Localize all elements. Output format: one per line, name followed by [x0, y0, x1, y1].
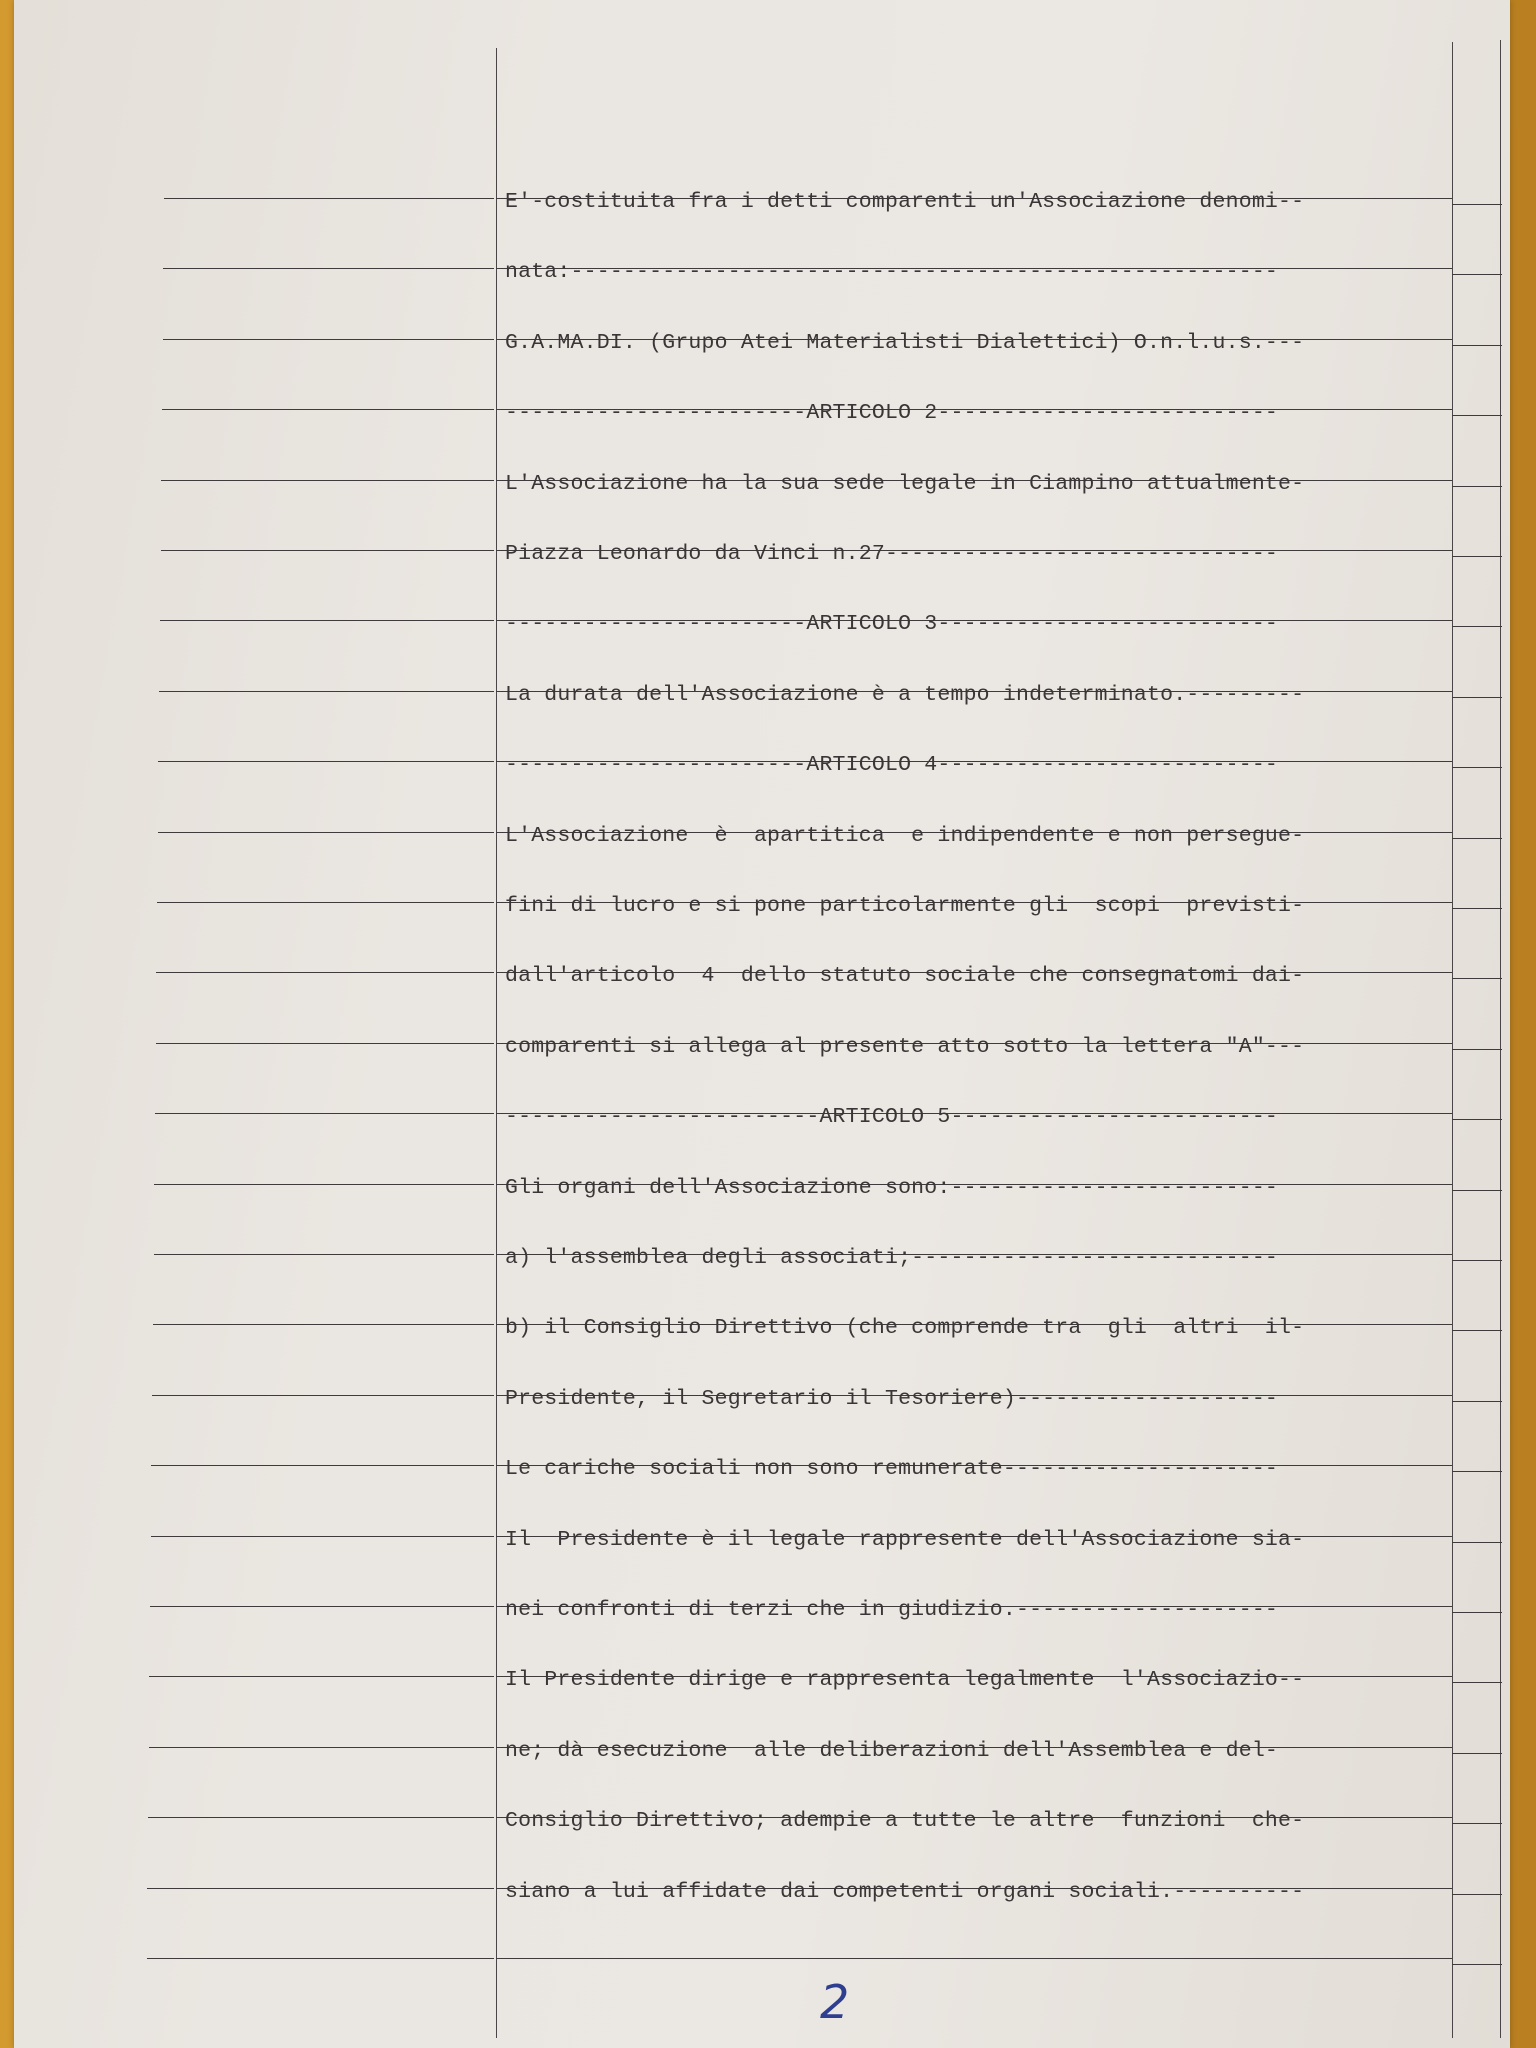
- left-column-rule: [152, 1395, 494, 1396]
- right-column-rule: [1452, 1894, 1502, 1895]
- right-column-rule: [1452, 556, 1502, 557]
- right-column-rule: [1452, 1753, 1502, 1754]
- right-column-rule: [1452, 697, 1502, 698]
- text-line-8: La durata dell'Associazione è a tempo indeterminato.---------: [505, 683, 1305, 707]
- left-column-rule: [149, 1676, 494, 1677]
- text-line-25: siano a lui affidate dai competenti organi sociali.----------: [505, 1880, 1305, 1904]
- right-column-rule: [1452, 767, 1502, 768]
- left-column-rule: [161, 480, 494, 481]
- right-column-rule: [1452, 415, 1502, 416]
- left-column-rule: [151, 1536, 494, 1537]
- left-column-rule: [151, 1465, 494, 1466]
- text-line-6: Piazza Leonardo da Vinci n.27------------------------------: [505, 542, 1279, 566]
- text-line-16: a) l'assemblea degli associati;----------------------------: [505, 1246, 1279, 1270]
- left-column-rule: [161, 550, 495, 551]
- text-line-19: Le cariche sociali non sono remunerate---------------------: [505, 1457, 1279, 1481]
- right-column-rule: [1452, 978, 1502, 979]
- right-column-rule: [1452, 1119, 1502, 1120]
- document-page: [14, 0, 1510, 2048]
- right-column-rule: [1452, 1330, 1502, 1331]
- left-column-rule: [156, 972, 494, 973]
- text-line-17: b) il Consiglio Direttivo (che comprende tra gli altri il-: [505, 1316, 1305, 1340]
- right-column-rule: [1452, 838, 1502, 839]
- left-column-rule: [154, 1254, 495, 1255]
- text-line-5: L'Associazione ha la sua sede legale in Ciampino attualmente-: [505, 472, 1305, 496]
- left-column-rule: [147, 1958, 495, 1959]
- text-column-rule: [496, 1958, 1452, 1959]
- right-column-rule: [1452, 1190, 1502, 1191]
- right-column-rule: [1452, 908, 1502, 909]
- text-line-14: ------------------------ARTICOLO 5-------------------------: [505, 1105, 1279, 1129]
- left-column-rule: [159, 691, 494, 692]
- right-column-rule: [1452, 1823, 1502, 1824]
- left-column-rule: [150, 1606, 494, 1607]
- text-line-15: Gli organi dell'Associazione sono:-------------------------: [505, 1176, 1279, 1200]
- text-line-21: nei confronti di terzi che in giudizio.--------------------: [505, 1598, 1279, 1622]
- right-column-rule: [1452, 1049, 1502, 1050]
- left-column-rule: [164, 198, 494, 199]
- left-column-rule: [156, 1043, 494, 1044]
- text-line-23: ne; dà esecuzione alle deliberazioni dell'Assemblea e del-: [505, 1739, 1279, 1763]
- right-column-rule: [1452, 1542, 1502, 1543]
- handwritten-page-number: 2: [820, 1975, 850, 2029]
- text-line-3: G.A.MA.DI. (Grupo Atei Materialisti Dialettici) O.n.l.u.s.---: [505, 331, 1305, 355]
- left-column-rule: [148, 1817, 494, 1818]
- left-column-rule: [155, 1113, 494, 1114]
- text-line-10: L'Associazione è apartitica e indipendente e non persegue-: [505, 824, 1305, 848]
- left-column-rule: [163, 268, 494, 269]
- right-column-rule: [1452, 1401, 1502, 1402]
- left-column-rule: [157, 902, 494, 903]
- left-column-rule: [158, 832, 494, 833]
- left-column-rule: [160, 620, 494, 621]
- left-column-rule: [158, 761, 494, 762]
- right-column-rule: [1452, 486, 1502, 487]
- text-line-11: fini di lucro e si pone particolarmente gli scopi previsti-: [505, 894, 1305, 918]
- left-column-rule: [153, 1324, 494, 1325]
- text-line-12: dall'articolo 4 dello statuto sociale che consegnatomi dai-: [505, 964, 1305, 988]
- right-column-rule: [1452, 1612, 1502, 1613]
- right-column-rule: [1452, 626, 1502, 627]
- left-column-rule: [154, 1184, 494, 1185]
- text-line-7: -----------------------ARTICOLO 3--------------------------: [505, 612, 1279, 636]
- left-column-rule: [162, 409, 494, 410]
- text-line-24: Consiglio Direttivo; adempie a tutte le altre funzioni che-: [505, 1809, 1305, 1833]
- text-line-9: -----------------------ARTICOLO 4--------------------------: [505, 753, 1279, 777]
- left-column-rule: [147, 1888, 494, 1889]
- text-line-20: Il Presidente è il legale rappresente dell'Associazione sia-: [505, 1528, 1305, 1552]
- edge-margin-rule: [1500, 40, 1501, 2038]
- text-line-4: -----------------------ARTICOLO 2--------------------------: [505, 401, 1279, 425]
- right-column-rule: [1452, 1964, 1502, 1965]
- text-line-1: E'-costituita fra i detti comparenti un'Associazione denomi--: [505, 190, 1305, 214]
- right-column-rule: [1452, 345, 1502, 346]
- left-column-rule: [149, 1747, 494, 1748]
- left-column-rule: [163, 339, 494, 340]
- right-column-rule: [1452, 1471, 1502, 1472]
- text-line-18: Presidente, il Segretario il Tesoriere)--------------------: [505, 1387, 1279, 1411]
- right-column-rule: [1452, 1682, 1502, 1683]
- text-line-2: nata:------------------------------------------------------: [505, 260, 1279, 284]
- text-line-22: Il Presidente dirige e rappresenta legalmente l'Associazio--: [505, 1668, 1305, 1692]
- right-column-rule: [1452, 204, 1502, 205]
- right-column-rule: [1452, 1260, 1502, 1261]
- text-line-13: comparenti si allega al presente atto sotto la lettera "A"---: [505, 1035, 1305, 1059]
- right-column-rule: [1452, 274, 1502, 275]
